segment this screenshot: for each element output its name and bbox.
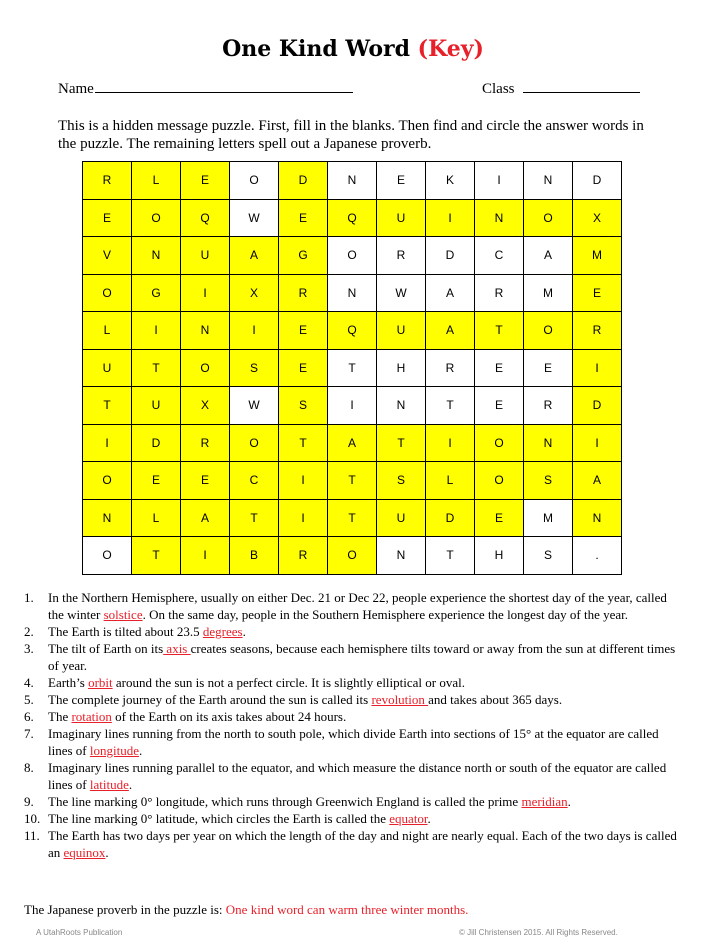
grid-row [83, 499, 622, 537]
grid-cell: E [181, 462, 230, 500]
question-number: 9. [24, 794, 34, 809]
grid-cell: N [328, 274, 377, 312]
grid-cell: O [83, 537, 132, 575]
grid-cell: G [279, 237, 328, 275]
question-item [24, 691, 684, 708]
name-label: Name [58, 81, 94, 97]
grid-cell: B [230, 537, 279, 575]
grid-cell: X [230, 274, 279, 312]
grid-cell: R [475, 274, 524, 312]
grid-cell: I [181, 537, 230, 575]
grid-cell: E [573, 274, 622, 312]
grid-cell: I [83, 424, 132, 462]
question-text-end: creates seasons, because each hemisphere tilts toward or away from the sun at different times of year. [48, 641, 676, 673]
grid-cell: U [181, 237, 230, 275]
grid-cell: G [132, 274, 181, 312]
answer-word: orbit [88, 675, 113, 690]
grid-cell: E [181, 162, 230, 200]
grid-cell: T [230, 499, 279, 537]
question-number: 6. [24, 709, 34, 724]
question-item [24, 827, 684, 861]
grid-cell: M [524, 499, 573, 537]
grid-cell: O [475, 462, 524, 500]
grid-cell: U [377, 499, 426, 537]
question-text-end: . [139, 743, 143, 758]
grid-cell: E [132, 462, 181, 500]
question-list [24, 589, 684, 861]
proverb-text: One kind word can warm three winter months. [225, 902, 469, 917]
question-text-end: . [427, 811, 431, 826]
grid-cell: A [181, 499, 230, 537]
grid-cell: S [524, 537, 573, 575]
title-main: One Kind Word [222, 36, 410, 62]
grid-cell: T [426, 537, 475, 575]
page-title [0, 36, 706, 62]
grid-cell: E [83, 199, 132, 237]
grid-cell: R [377, 237, 426, 275]
grid-cell: O [83, 274, 132, 312]
answer-word: revolution [371, 692, 429, 707]
question-text-end: around the sun is not a perfect circle. It is slightly elliptical or oval. [112, 675, 465, 690]
grid-cell: A [426, 312, 475, 350]
grid-cell: O [328, 537, 377, 575]
grid-cell: C [475, 237, 524, 275]
footer-copyright: © Jill Christensen 2015. All Rights Reserved. [459, 928, 618, 937]
grid-cell: I [573, 349, 622, 387]
grid-cell: T [475, 312, 524, 350]
grid-cell: M [573, 237, 622, 275]
grid-row [83, 312, 622, 350]
grid-row [83, 387, 622, 425]
question-item [24, 759, 684, 793]
question-item [24, 640, 684, 674]
grid-cell: T [279, 424, 328, 462]
grid-cell: N [573, 499, 622, 537]
grid-cell: N [328, 162, 377, 200]
grid-cell: U [377, 199, 426, 237]
grid-cell: O [328, 237, 377, 275]
question-item [24, 793, 684, 810]
grid-cell: U [83, 349, 132, 387]
grid-cell: V [83, 237, 132, 275]
question-text: The line marking 0° longitude, which runs through Greenwich England is called the prime [48, 794, 522, 809]
instructions: This is a hidden message puzzle. First, fill in the blanks. Then find and circle the answer words in the puzzle. The remaining letters spell out a Japanese proverb. [58, 118, 644, 152]
grid-cell: E [279, 199, 328, 237]
grid-cell: M [524, 274, 573, 312]
grid-row [83, 537, 622, 575]
question-text-end: . [242, 624, 246, 639]
question-text-end: . [105, 845, 109, 860]
grid-cell: N [132, 237, 181, 275]
grid-cell: T [426, 387, 475, 425]
grid-row [83, 274, 622, 312]
question-item [24, 623, 684, 640]
grid-cell: T [83, 387, 132, 425]
class-field [482, 80, 640, 98]
grid-cell: D [573, 162, 622, 200]
grid-cell: O [181, 349, 230, 387]
question-text: The tilt of Earth on its [48, 641, 164, 656]
grid-cell: E [279, 312, 328, 350]
question-number: 2. [24, 624, 34, 639]
footer-publisher: A UtahRoots Publication [36, 928, 123, 937]
grid-cell: Q [181, 199, 230, 237]
grid-cell: W [377, 274, 426, 312]
grid-cell: D [426, 237, 475, 275]
grid-row [83, 424, 622, 462]
grid-cell: N [524, 162, 573, 200]
grid-cell: I [573, 424, 622, 462]
grid-cell: U [132, 387, 181, 425]
question-item [24, 810, 684, 827]
grid-cell: I [230, 312, 279, 350]
answer-word: latitude [89, 777, 129, 792]
grid-cell: L [132, 162, 181, 200]
grid-cell: I [426, 199, 475, 237]
answer-word: equinox [63, 845, 106, 860]
grid-row [83, 462, 622, 500]
grid-cell: R [181, 424, 230, 462]
grid-cell: O [230, 162, 279, 200]
question-text: Imaginary lines running parallel to the equator, and which measure the distance north or south of the equator are called lines of [48, 760, 667, 792]
answer-word: rotation [71, 709, 112, 724]
question-number: 4. [24, 675, 34, 690]
grid-cell: O [132, 199, 181, 237]
grid-cell: N [377, 387, 426, 425]
grid-cell: N [377, 537, 426, 575]
question-number: 7. [24, 726, 34, 741]
proverb-line [24, 902, 468, 918]
grid-cell: S [377, 462, 426, 500]
grid-cell: R [279, 274, 328, 312]
grid-cell: W [230, 387, 279, 425]
grid-cell: A [524, 237, 573, 275]
answer-word: equator [389, 811, 428, 826]
question-text-end: and takes about 365 days. [428, 692, 563, 707]
grid-cell: Q [328, 199, 377, 237]
grid-cell: N [524, 424, 573, 462]
grid-cell: E [475, 387, 524, 425]
grid-cell: R [279, 537, 328, 575]
grid-cell: S [524, 462, 573, 500]
grid-cell: S [279, 387, 328, 425]
grid-cell: R [83, 162, 132, 200]
question-text: The line marking 0° latitude, which circles the Earth is called the [48, 811, 390, 826]
grid-cell: T [377, 424, 426, 462]
class-blank [523, 80, 640, 93]
question-text: The Earth is tilted about 23.5 [48, 624, 203, 639]
grid-cell: E [279, 349, 328, 387]
grid-cell: T [328, 462, 377, 500]
answer-word: longitude [89, 743, 139, 758]
grid-cell: A [426, 274, 475, 312]
grid-cell: H [475, 537, 524, 575]
grid-cell: U [377, 312, 426, 350]
grid-cell: O [475, 424, 524, 462]
question-text: Earth’s [48, 675, 89, 690]
class-label: Class [482, 81, 515, 97]
grid-cell: . [573, 537, 622, 575]
grid-row [83, 349, 622, 387]
grid-cell: L [132, 499, 181, 537]
grid-cell: A [328, 424, 377, 462]
grid-cell: K [426, 162, 475, 200]
grid-cell: R [426, 349, 475, 387]
grid-cell: Q [328, 312, 377, 350]
grid-cell: D [132, 424, 181, 462]
grid-cell: E [377, 162, 426, 200]
grid-cell: S [230, 349, 279, 387]
grid-cell: L [426, 462, 475, 500]
question-text-end: . [567, 794, 571, 809]
grid-cell: O [524, 312, 573, 350]
grid-cell: X [573, 199, 622, 237]
question-text-end: of the Earth on its axis takes about 24 hours. [111, 709, 347, 724]
answer-word: degrees [202, 624, 243, 639]
question-item [24, 708, 684, 725]
grid-cell: I [279, 499, 328, 537]
question-number: 10. [24, 811, 41, 826]
question-text: Imaginary lines running from the north to south pole, which divide Earth into sections of 15° at the equator are called lines of [48, 726, 659, 758]
grid-cell: A [573, 462, 622, 500]
question-number: 5. [24, 692, 34, 707]
question-text: The Earth has two days per year on which the length of the day and night are nearly equal. Each of the two days is called an [48, 828, 677, 860]
question-number: 8. [24, 760, 34, 775]
proverb-label: The Japanese proverb in the puzzle is: [24, 902, 226, 917]
word-search-grid [82, 161, 622, 575]
grid-cell: T [132, 349, 181, 387]
grid-cell: I [328, 387, 377, 425]
grid-cell: D [426, 499, 475, 537]
grid-cell: I [181, 274, 230, 312]
title-key: (Key) [417, 36, 484, 62]
grid-cell: D [279, 162, 328, 200]
grid-cell: I [426, 424, 475, 462]
grid-cell: N [475, 199, 524, 237]
grid-cell: I [132, 312, 181, 350]
grid-cell: T [132, 537, 181, 575]
question-text: The complete journey of the Earth around the sun is called its [48, 692, 372, 707]
grid-cell: I [279, 462, 328, 500]
question-text: The [48, 709, 72, 724]
answer-word: meridian [521, 794, 568, 809]
grid-row [83, 199, 622, 237]
grid-cell: W [230, 199, 279, 237]
grid-row [83, 162, 622, 200]
grid-cell: E [475, 499, 524, 537]
question-number: 1. [24, 590, 34, 605]
grid-cell: O [230, 424, 279, 462]
grid-cell: N [181, 312, 230, 350]
grid-cell: C [230, 462, 279, 500]
grid-cell: N [83, 499, 132, 537]
answer-word: axis [163, 641, 191, 656]
question-text-end: . [128, 777, 133, 792]
question-item [24, 589, 684, 623]
grid-cell: R [524, 387, 573, 425]
name-field [58, 80, 353, 98]
question-item [24, 674, 684, 691]
grid-cell: A [230, 237, 279, 275]
grid-cell: H [377, 349, 426, 387]
question-number: 11. [24, 828, 40, 843]
question-text-end: . On the same day, people in the Southern Hemisphere experience the longest day of the year. [142, 607, 629, 622]
grid-cell: R [573, 312, 622, 350]
grid-cell: X [181, 387, 230, 425]
name-blank [95, 80, 353, 93]
grid-cell: O [83, 462, 132, 500]
grid-cell: E [524, 349, 573, 387]
grid-cell: O [524, 199, 573, 237]
question-text: In the Northern Hemisphere, usually on either Dec. 21 or Dec 22, people experience the shortest day of the year, called the winter [48, 590, 667, 622]
grid-cell: L [83, 312, 132, 350]
grid-cell: T [328, 349, 377, 387]
grid-cell: D [573, 387, 622, 425]
question-item [24, 725, 684, 759]
grid-row [83, 237, 622, 275]
grid-cell: I [475, 162, 524, 200]
grid-cell: E [475, 349, 524, 387]
grid-cell: T [328, 499, 377, 537]
question-number: 3. [24, 641, 34, 656]
answer-word: solstice [103, 607, 143, 622]
